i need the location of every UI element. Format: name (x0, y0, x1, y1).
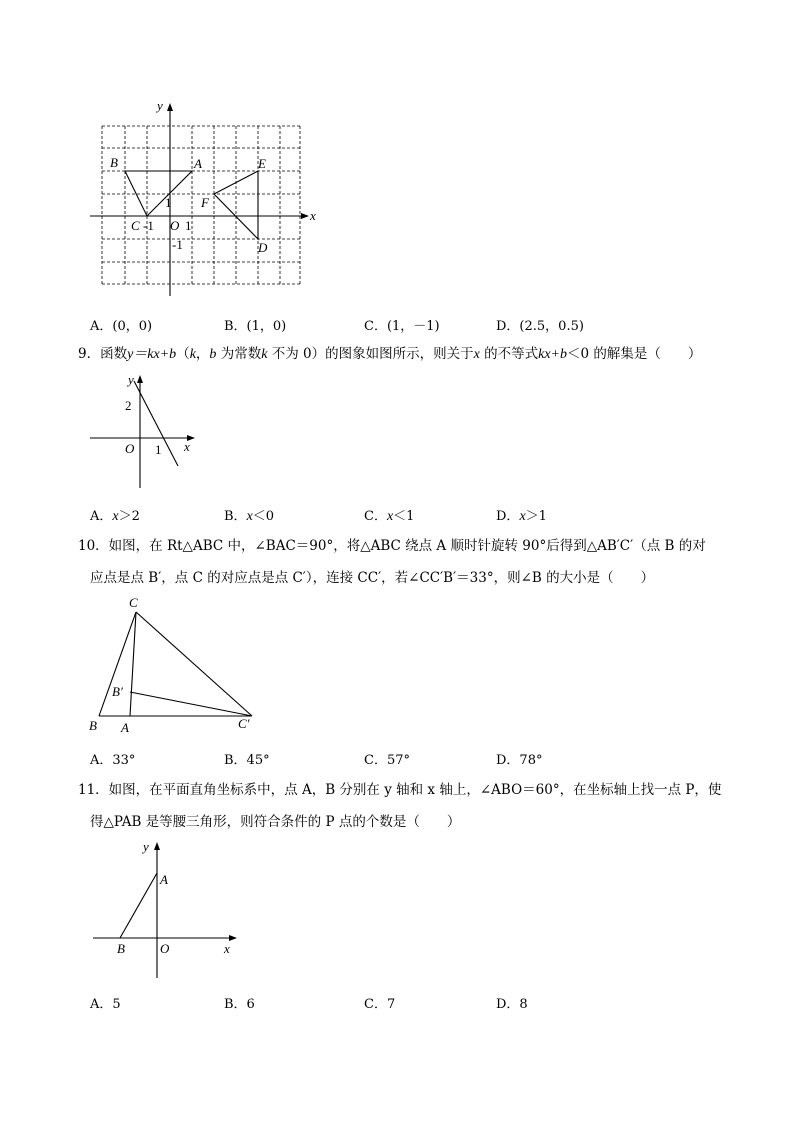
label-one: 1 (155, 442, 162, 457)
q8-option-b[interactable]: B．(1，0) (224, 319, 287, 334)
label-y-one: 1 (165, 195, 172, 210)
label-c-prime: C′ (238, 716, 250, 731)
label-x: x (224, 941, 230, 956)
label-y: y (128, 372, 134, 387)
q11-option-b[interactable]: B．6 (224, 997, 255, 1012)
label-a: A (194, 156, 202, 171)
q9-option-a[interactable]: A．x＞2 (90, 509, 140, 524)
label-c: C (129, 595, 138, 610)
q11-stem-line1: 11．如图，在平面直角坐标系中，点 A，B 分别在 y 轴和 x 轴上，∠ABO＝60°，在坐标轴上找一点 P，使 (78, 782, 722, 798)
label-origin: O (160, 941, 170, 956)
q10-stem-line1: 10．如图，在 Rt△ABC 中，∠BAC＝90°，将△ABC 绕点 A 顺时针旋转 90°后得到△AB′C′（点 B 的对 (78, 538, 706, 554)
label-e: E (258, 156, 266, 171)
q9-option-b[interactable]: B．x＜0 (224, 509, 275, 524)
q10-option-b[interactable]: B．45° (224, 753, 270, 768)
label-b: B (110, 155, 118, 170)
label-x-one: 1 (185, 218, 192, 233)
q8-option-a[interactable]: A．(0，0) (90, 319, 153, 334)
label-origin: O (170, 218, 180, 233)
q10-option-c[interactable]: C．57° (364, 753, 410, 768)
q10-option-d[interactable]: D．78° (496, 753, 543, 768)
y-axis-arrow (167, 103, 173, 111)
q11-stem-line2: 得△PAB 是等腰三角形，则符合条件的 P 点的个数是（ ） (90, 814, 461, 830)
label-b: B (117, 941, 125, 956)
label-y: y (143, 839, 149, 854)
q10-option-a[interactable]: A．33° (90, 753, 136, 768)
q11-option-a[interactable]: A．5 (90, 997, 121, 1012)
q9-stem: 9．函数y＝kx+b（k，b 为常数k 不为 0）的图象如图所示，则关于x 的不等式kx+b＜0 的解集是（ ） (78, 346, 702, 362)
q11-option-c[interactable]: C．7 (364, 997, 396, 1012)
label-f: F (201, 195, 209, 210)
label-y-minus1: -1 (172, 237, 183, 252)
x-axis-arrow (301, 213, 309, 219)
q10-triangle-figure (85, 593, 265, 738)
label-c-minus1: -1 (143, 218, 154, 233)
triangle-abc (125, 171, 192, 216)
label-a: A (160, 872, 168, 887)
label-y: y (157, 98, 163, 113)
label-origin: O (125, 441, 135, 456)
label-x: x (310, 208, 316, 223)
label-x: x (184, 439, 190, 454)
q9-option-d[interactable]: D．x＞1 (496, 509, 547, 524)
label-c: C (131, 218, 140, 233)
q9-option-c[interactable]: C．x＜1 (364, 509, 415, 524)
q11-option-d[interactable]: D．8 (496, 997, 528, 1012)
q8-grid-figure (80, 96, 330, 301)
q10-stem-line2: 应点是点 B′，点 C 的对应点是点 C′），连接 CC′，若∠CC′B′＝33°，则∠B 的大小是（ ） (90, 570, 655, 586)
label-b: B (89, 718, 97, 733)
label-a: A (121, 720, 129, 735)
q9-line-graph (85, 370, 200, 492)
segment-ab (120, 873, 157, 938)
label-b-prime: B′ (112, 684, 123, 699)
axes (90, 108, 305, 296)
q8-option-c[interactable]: C．(1，－1) (364, 319, 440, 334)
label-two: 2 (125, 398, 132, 413)
label-d: D (258, 240, 268, 255)
q8-option-d[interactable]: D．(2.5，0.5) (496, 319, 584, 334)
q11-coordinate-figure (88, 835, 248, 985)
